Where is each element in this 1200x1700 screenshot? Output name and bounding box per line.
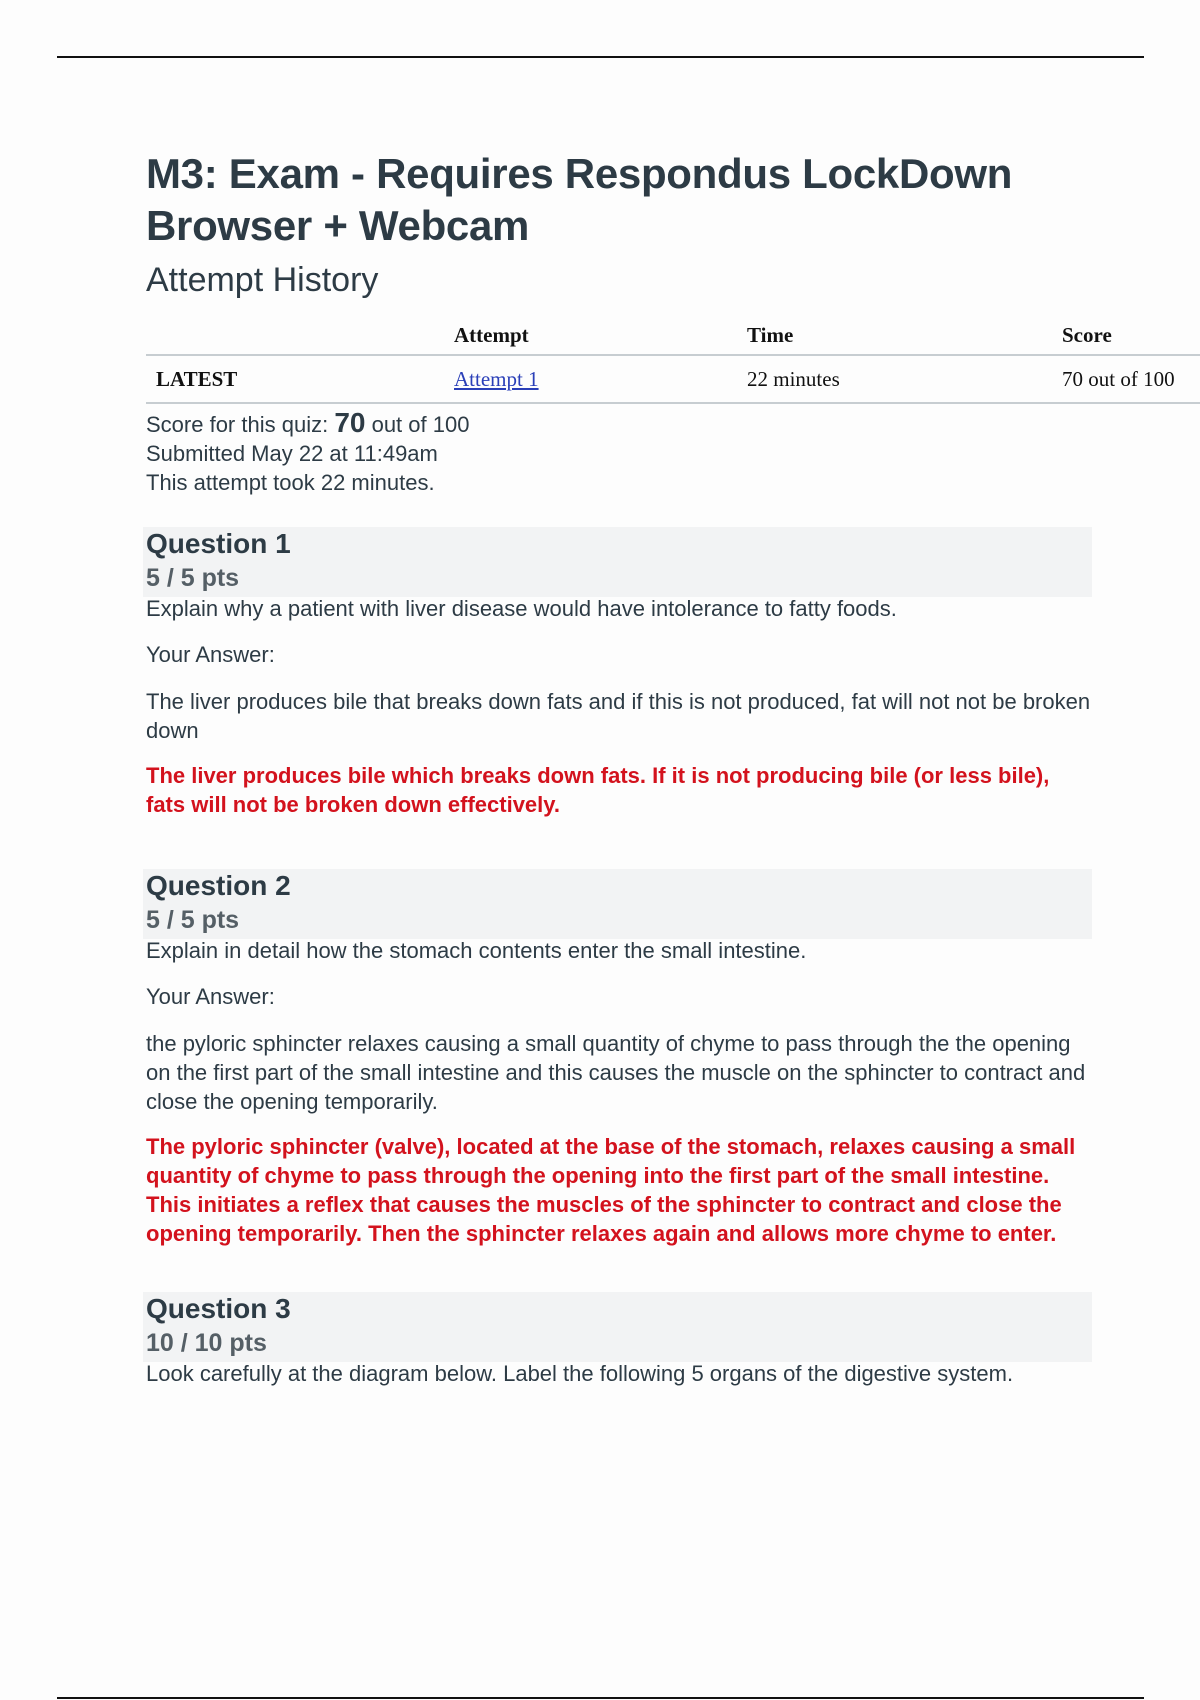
answer-label: Your Answer: (146, 642, 275, 667)
column-header-attempt: Attempt (454, 316, 747, 355)
correct-answer: The pyloric sphincter (valve), located at the base of the stomach, relaxes causing a small quantity of chyme to pass through the opening into the first part of the small intestine. This initiates a reflex that causes the muscles of the sphincter to contract and close the opening temporarily. Then the sphincter relaxes again and allows more chyme to enter. (146, 1134, 1076, 1246)
question-header (143, 1292, 1092, 1362)
score-value: 70 (334, 407, 366, 438)
question-text: Explain in detail how the stomach contents enter the small intestine. (146, 938, 807, 963)
correct-answer: The liver produces bile which breaks down fats. If it is not producing bile (or less bile), fats will not be broken down effectively. (146, 763, 1050, 817)
submitted-line: Submitted May 22 at 11:49am (146, 441, 438, 466)
student-answer: the pyloric sphincter relaxes causing a small quantity of chyme to pass through the the opening on the first part of the small intestine and this causes the muscle on the sphincter to contract and close the opening temporarily. (146, 1031, 1086, 1114)
quiz-content (146, 148, 1175, 1388)
score-cell: 70 out of 100 (1062, 355, 1200, 403)
attempt-cell (454, 355, 747, 403)
column-header-score: Score (1062, 316, 1200, 355)
table-row (146, 355, 1200, 403)
quiz-title: M3: Exam - Requires Respondus LockDown Browser + Webcam (146, 150, 1013, 249)
question-points: 10 / 10 pts (146, 1329, 267, 1357)
question-header (143, 527, 1092, 597)
question-title: Question 2 (146, 870, 291, 901)
score-suffix: out of 100 (365, 412, 470, 437)
question-2 (146, 869, 1092, 1248)
score-prefix: Score for this quiz: (146, 412, 335, 437)
attempt-history-heading: Attempt History (146, 261, 379, 299)
column-header-label (146, 316, 454, 355)
latest-label: LATEST (146, 355, 454, 403)
page-bottom-rule (57, 1697, 1144, 1699)
duration-line: This attempt took 22 minutes. (146, 470, 435, 495)
question-title: Question 3 (146, 1293, 291, 1324)
question-text: Look carefully at the diagram below. Label the following 5 organs of the digestive system. (146, 1361, 1014, 1386)
attempt-history-table (146, 316, 1200, 404)
question-title: Question 1 (146, 528, 291, 559)
question-1 (146, 527, 1092, 819)
question-points: 5 / 5 pts (146, 906, 240, 934)
time-cell: 22 minutes (747, 355, 1062, 403)
table-header-row (146, 316, 1200, 355)
question-points: 5 / 5 pts (146, 564, 240, 592)
quiz-score-line (146, 408, 1146, 439)
score-summary (146, 408, 1146, 497)
question-header (143, 869, 1092, 939)
answer-label: Your Answer: (146, 984, 275, 1009)
column-header-time: Time (747, 316, 1062, 355)
page-top-rule (57, 56, 1144, 58)
question-3 (146, 1292, 1092, 1388)
attempt-1-link[interactable]: Attempt 1 (454, 366, 539, 391)
student-answer: The liver produces bile that breaks down fats and if this is not produced, fat will not not be broken down (146, 689, 1091, 743)
question-text: Explain why a patient with liver disease would have intolerance to fatty foods. (146, 596, 897, 621)
